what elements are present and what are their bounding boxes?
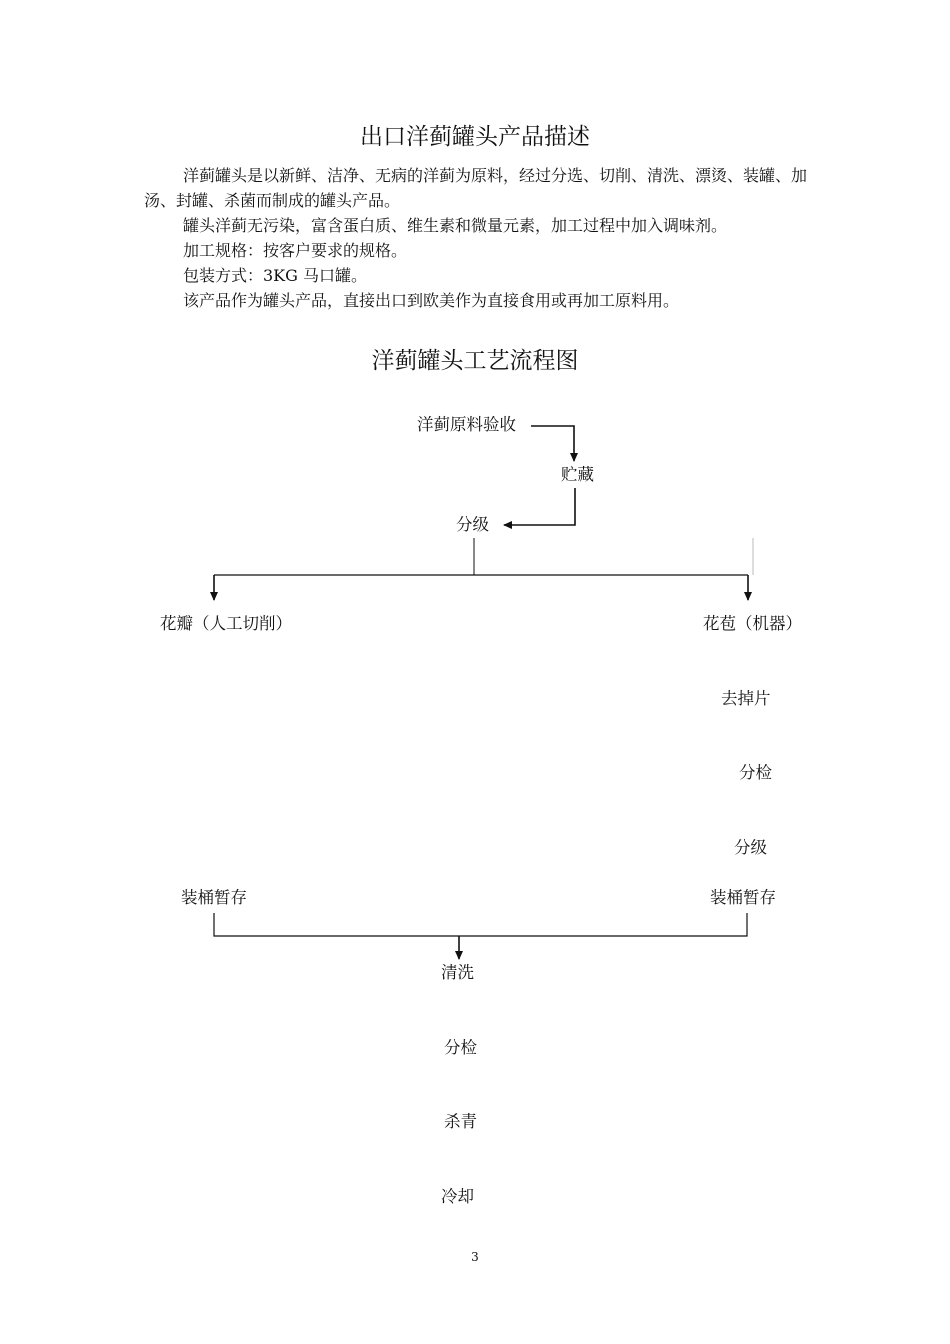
arrow-receiving-to-storage bbox=[531, 426, 574, 461]
flowchart-title: 洋蓟罐头工艺流程图 bbox=[371, 348, 579, 374]
node-grading-1: 分级 bbox=[456, 515, 489, 534]
description-paragraph-1: 洋蓟罐头是以新鲜、洁净、无病的洋蓟为原料，经过分选、切削、清洗、漂烫、装罐、加汤、封罐、杀菌而制成的罐头产品。 bbox=[144, 166, 808, 210]
node-receiving: 洋蓟原料验收 bbox=[417, 415, 516, 434]
description-paragraph-2: 罐头洋蓟无污染，富含蛋白质、维生素和微量元素，加工过程中加入调味剂。 bbox=[183, 216, 728, 235]
line-merge bbox=[214, 913, 747, 936]
description-paragraph-5: 该产品作为罐头产品，直接出口到欧美作为直接食用或再加工原料用。 bbox=[183, 291, 680, 310]
node-grading-2: 分级 bbox=[734, 838, 767, 857]
node-sort-1: 分检 bbox=[739, 763, 772, 782]
node-cool: 冷却 bbox=[441, 1187, 474, 1206]
node-barrel-right: 装桶暂存 bbox=[710, 888, 776, 907]
description-paragraph-3: 加工规格：按客户要求的规格。 bbox=[183, 241, 408, 260]
page-number: 3 bbox=[471, 1250, 479, 1264]
document-title: 出口洋蓟罐头产品描述 bbox=[360, 124, 590, 150]
node-storage: 贮藏 bbox=[561, 465, 594, 484]
arrow-storage-to-grading bbox=[504, 488, 575, 525]
description-paragraph-4: 包装方式：3KG 马口罐。 bbox=[183, 266, 368, 285]
node-blanch: 杀青 bbox=[444, 1112, 477, 1131]
node-bracts: 花苞（机器） bbox=[703, 614, 802, 633]
node-barrel-left: 装桶暂存 bbox=[181, 888, 247, 907]
node-wash: 清洗 bbox=[441, 963, 474, 982]
node-sort-2: 分检 bbox=[444, 1038, 477, 1057]
node-remove-leaves: 去掉片 bbox=[721, 689, 771, 708]
node-petals: 花瓣（人工切削） bbox=[160, 614, 292, 633]
